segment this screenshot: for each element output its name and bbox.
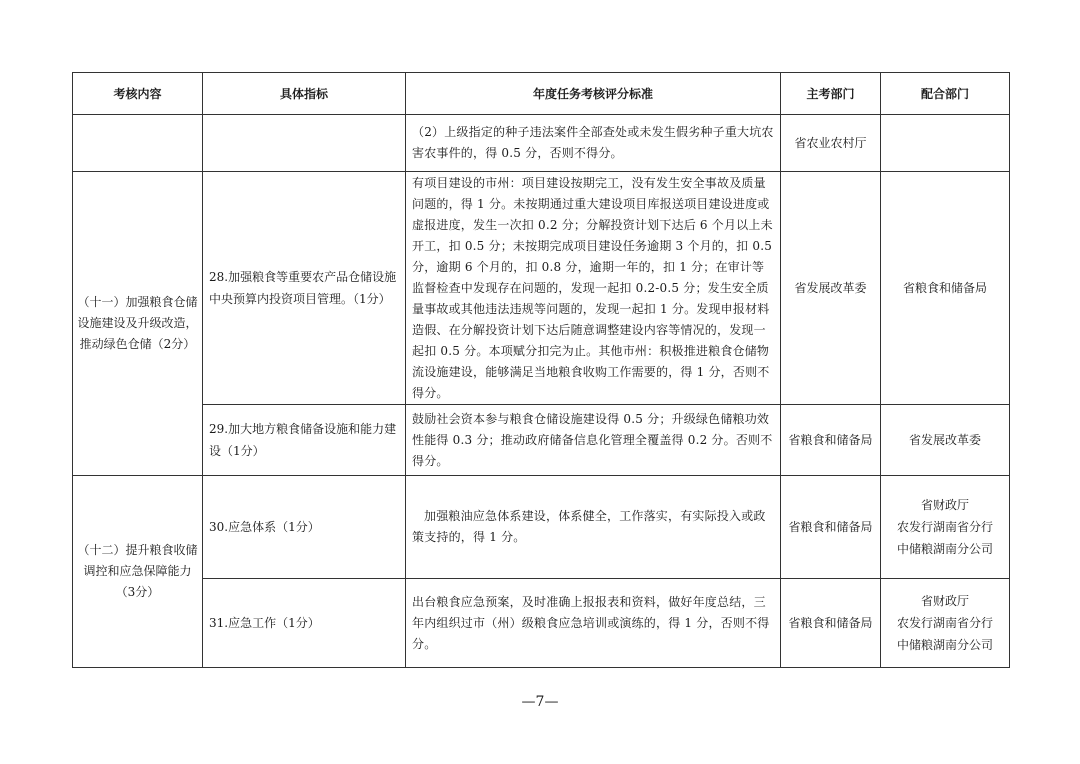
support-dept-cell xyxy=(881,115,1010,172)
table-row xyxy=(73,579,1010,668)
indicator-cell: 31.应急工作（1分） xyxy=(203,579,406,668)
standard-cell: 有项目建设的市州：项目建设按期完工，没有发生安全事故及质量问题的，得 1 分。未按期通过重大建设项目库报送项目建设进度或虚报进度，发生一次扣 0.2 分；分解投资计划下达后 6 个月以上未开工，扣 0.5 分；未按期完成项目建设任务逾期 3 个月的，扣 0.5 分，逾期 6 个月的，扣 0.8 分，逾期一年的，扣 1 分；在审计等监督检查中发现存在问题的，发现一起扣 0.2-0.5 分；发生安全质量事故或其他违法违规等问题的，发现一起扣 1 分。发现申报材料造假、在分解投资计划下达后随意调整建设内容等情况的，发现一起扣 0.5 分。本项赋分扣完为止。其他市州：积极推进粮食仓储物流设施建设，能够满足当地粮食收购工作需要的，得 1 分，否则不得分。 xyxy=(406,172,781,405)
header-content: 考核内容 xyxy=(73,73,203,115)
page-number: —7— xyxy=(521,694,559,710)
support-dept-cell xyxy=(881,579,1010,668)
header-standard: 年度任务考核评分标准 xyxy=(406,73,781,115)
lead-dept-cell: 省农业农村厅 xyxy=(781,115,881,172)
support-dept: 省粮食和储备局 xyxy=(902,281,987,295)
support-dept-cell xyxy=(881,172,1010,405)
content-cell xyxy=(73,115,203,172)
table-row xyxy=(73,405,1010,476)
indicator-cell: 28.加强粮食等重要农产品仓储设施中央预算内投资项目管理。（1分） xyxy=(203,172,406,405)
indicator-cell: 30.应急体系（1分） xyxy=(203,476,406,579)
support-dept: 省财政厅 xyxy=(920,594,969,608)
header-lead-dept: 主考部门 xyxy=(781,73,881,115)
support-dept: 省财政厅 xyxy=(920,498,969,512)
table-row xyxy=(73,172,1010,405)
support-dept: 中储粮湖南分公司 xyxy=(896,542,993,556)
lead-dept-cell: 省粮食和储备局 xyxy=(781,405,881,476)
content-cell: （十一）加强粮食仓储设施建设及升级改造，推动绿色仓储（2分） xyxy=(73,172,203,476)
content-cell: （十二）提升粮食收储调控和应急保障能力（3分） xyxy=(73,476,203,668)
standard-cell: 出台粮食应急预案，及时准确上报报表和资料，做好年度总结，三年内组织过市（州）级粮食应急培训或演练的，得 1 分，否则不得分。 xyxy=(406,579,781,668)
support-dept-cell xyxy=(881,405,1010,476)
lead-dept-cell: 省粮食和储备局 xyxy=(781,476,881,579)
support-dept: 农发行湖南省分行 xyxy=(896,520,993,534)
support-dept: 省发展改革委 xyxy=(908,433,981,447)
support-dept: 农发行湖南省分行 xyxy=(896,616,993,630)
assessment-table xyxy=(72,72,1010,668)
table-row xyxy=(73,115,1010,172)
indicator-cell xyxy=(203,115,406,172)
table-row xyxy=(73,476,1010,579)
header-row xyxy=(73,73,1010,115)
support-dept-cell xyxy=(881,476,1010,579)
header-support-dept: 配合部门 xyxy=(881,73,1010,115)
standard-cell: 加强粮油应急体系建设，体系健全，工作落实，有实际投入或政策支持的，得 1 分。 xyxy=(406,476,781,579)
indicator-cell: 29.加大地方粮食储备设施和能力建设（1分） xyxy=(203,405,406,476)
standard-cell: 鼓励社会资本参与粮食仓储设施建设得 0.5 分；升级绿色储粮功效性能得 0.3 分；推动政府储备信息化管理全覆盖得 0.2 分。否则不得分。 xyxy=(406,405,781,476)
support-dept: 中储粮湖南分公司 xyxy=(896,638,993,652)
lead-dept-cell: 省发展改革委 xyxy=(781,172,881,405)
standard-cell: （2）上级指定的种子违法案件全部查处或未发生假劣种子重大坑农害农事件的，得 0.5 分，否则不得分。 xyxy=(406,115,781,172)
header-indicator: 具体指标 xyxy=(203,73,406,115)
lead-dept-cell: 省粮食和储备局 xyxy=(781,579,881,668)
